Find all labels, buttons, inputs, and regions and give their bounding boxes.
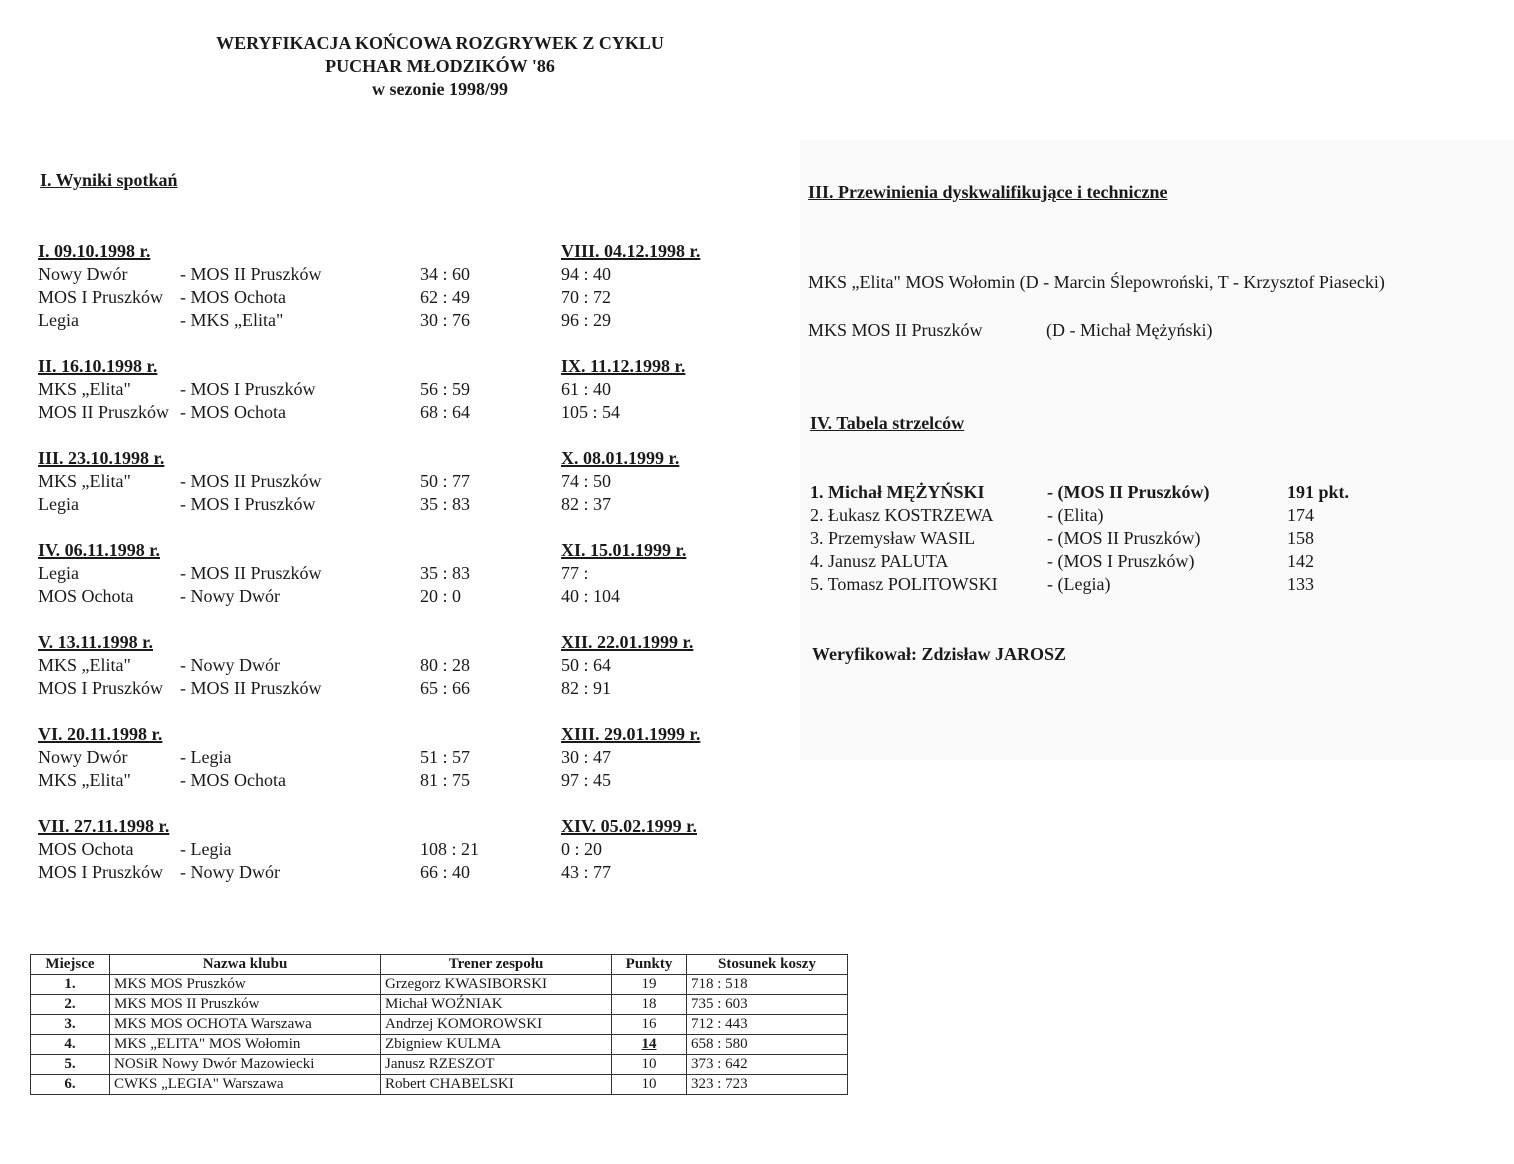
scorer-club: - (Elita) [1047, 505, 1104, 525]
scorer-name: 1. Michał MĘŻYŃSKI [810, 482, 985, 502]
match-row [38, 401, 540, 424]
round-heading: IV. 06.11.1998 r. [38, 540, 161, 560]
round-heading: XIV. 05.02.1999 r. [561, 816, 698, 836]
table-row [31, 1015, 848, 1035]
home-team: MKS „Elita" [38, 770, 131, 790]
match-row [38, 286, 540, 309]
away-team: - MOS I Pruszków [180, 379, 316, 399]
club-cell: NOSiR Nowy Dwór Mazowiecki [110, 1055, 381, 1075]
match-score: 81 : 75 [420, 770, 471, 790]
ratio-cell: 718 : 518 [687, 975, 848, 995]
scorer-name: 3. Przemysław WASIL [810, 528, 976, 548]
club-cell: MKS „ELITA" MOS Wołomin [110, 1035, 381, 1055]
doc-title-line2: PUCHAR MŁODZIKÓW '86 [325, 56, 555, 76]
scorer-points: 174 [1287, 505, 1314, 525]
col-header-ratio: Stosunek koszy [687, 955, 848, 975]
scorer-points: 133 [1287, 574, 1314, 594]
match-score: 94 : 40 [561, 264, 612, 284]
match-row [38, 378, 540, 401]
round-block [561, 723, 700, 792]
home-team: Nowy Dwór [38, 747, 128, 767]
match-score: 82 : 91 [561, 678, 612, 698]
place-cell: 6. [31, 1075, 110, 1095]
home-team: MKS „Elita" [38, 379, 131, 399]
points-cell: 14 [612, 1035, 687, 1055]
match-row [38, 838, 540, 861]
ratio-cell: 712 : 443 [687, 1015, 848, 1035]
scorer-name: 4. Janusz PALUTA [810, 551, 949, 571]
scorer-row [810, 504, 1349, 527]
violation-item-note: (D - Michał Mężyński) [1046, 320, 1213, 340]
round-heading: X. 08.01.1999 r. [561, 448, 680, 468]
round-block [38, 539, 540, 608]
away-team: - MOS I Pruszków [180, 494, 316, 514]
match-score: 68 : 64 [420, 402, 471, 422]
match-row [38, 493, 540, 516]
home-team: MOS I Pruszków [38, 862, 164, 882]
away-team: - Legia [180, 747, 232, 767]
match-row [38, 861, 540, 884]
match-score: 65 : 66 [420, 678, 471, 698]
scorer-row [810, 481, 1349, 504]
points-cell: 19 [612, 975, 687, 995]
coach-cell: Robert CHABELSKI [381, 1075, 612, 1095]
match-score: 62 : 49 [420, 287, 471, 307]
match-score: 50 : 64 [561, 655, 612, 675]
coach-cell: Michał WOŹNIAK [381, 995, 612, 1015]
home-team: Nowy Dwór [38, 264, 128, 284]
place-cell: 1. [31, 975, 110, 995]
away-team: - MOS Ochota [180, 402, 286, 422]
match-row [38, 263, 540, 286]
ratio-cell: 373 : 642 [687, 1055, 848, 1075]
round-heading: VII. 27.11.1998 r. [38, 816, 170, 836]
coach-cell: Janusz RZESZOT [381, 1055, 612, 1075]
club-cell: MKS MOS OCHOTA Warszawa [110, 1015, 381, 1035]
match-score: 43 : 77 [561, 862, 612, 882]
home-team: Legia [38, 310, 79, 330]
match-score: 82 : 37 [561, 494, 612, 514]
place-cell: 5. [31, 1055, 110, 1075]
round-heading: VIII. 04.12.1998 r. [561, 241, 701, 261]
home-team: MKS „Elita" [38, 655, 131, 675]
violation-item: MKS „Elita" MOS Wołomin (D - Marcin Ślepowroński, T - Krzysztof Piasecki) [808, 272, 1385, 292]
match-score: 20 : 0 [420, 586, 462, 606]
match-row [38, 470, 540, 493]
scorer-name: 5. Tomasz POLITOWSKI [810, 574, 998, 594]
round-heading: VI. 20.11.1998 r. [38, 724, 163, 744]
away-team: - Nowy Dwór [180, 586, 280, 606]
home-team: MKS „Elita" [38, 471, 131, 491]
match-score: 50 : 77 [420, 471, 471, 491]
scorer-club: - (MOS I Pruszków) [1047, 551, 1195, 571]
away-team: - Legia [180, 839, 232, 859]
round-block [38, 355, 540, 424]
round-block [561, 631, 693, 700]
table-row [31, 995, 848, 1015]
away-team: - MOS II Pruszków [180, 678, 322, 698]
points-cell: 10 [612, 1075, 687, 1095]
scorer-row [810, 550, 1349, 573]
home-team: Legia [38, 563, 79, 583]
verified-by: Weryfikował: Zdzisław JAROSZ [812, 644, 1067, 664]
away-team: - MOS Ochota [180, 770, 286, 790]
scorer-row [810, 527, 1349, 550]
scorer-row [810, 573, 1349, 596]
round-block [561, 355, 685, 424]
away-team: - Nowy Dwór [180, 655, 280, 675]
scorers-title: IV. Tabela strzelców [810, 413, 965, 433]
club-cell: MKS MOS Pruszków [110, 975, 381, 995]
match-row [38, 746, 540, 769]
away-team: - MOS II Pruszków [180, 471, 322, 491]
club-cell: MKS MOS II Pruszków [110, 995, 381, 1015]
away-team: - MOS II Pruszków [180, 264, 322, 284]
round-heading: II. 16.10.1998 r. [38, 356, 158, 376]
match-score: 35 : 83 [420, 494, 471, 514]
round-block [561, 240, 700, 332]
match-score: 105 : 54 [561, 402, 621, 422]
table-row [31, 1055, 848, 1075]
match-row [38, 677, 540, 700]
scorer-points: 158 [1287, 528, 1314, 548]
match-score: 40 : 104 [561, 586, 621, 606]
scorer-points: 142 [1287, 551, 1314, 571]
standings-header-row [31, 955, 848, 975]
match-row [38, 769, 540, 792]
table-row [31, 1075, 848, 1095]
round-heading: III. 23.10.1998 r. [38, 448, 165, 468]
away-team: - MKS „Elita" [180, 310, 284, 330]
col-header-place: Miejsce [31, 955, 110, 975]
match-score: 35 : 83 [420, 563, 471, 583]
home-team: MOS I Pruszków [38, 287, 164, 307]
match-score: 80 : 28 [420, 655, 471, 675]
away-team: - MOS II Pruszków [180, 563, 322, 583]
round-block [38, 815, 540, 884]
match-score: 70 : 72 [561, 287, 612, 307]
ratio-cell: 658 : 580 [687, 1035, 848, 1055]
scorer-name: 2. Łukasz KOSTRZEWA [810, 505, 994, 525]
doc-title-line3: w sezonie 1998/99 [372, 79, 508, 99]
ratio-cell: 323 : 723 [687, 1075, 848, 1095]
place-cell: 2. [31, 995, 110, 1015]
round-block [561, 447, 679, 516]
away-team: - MOS Ochota [180, 287, 286, 307]
scorers-list [810, 481, 1349, 596]
match-score: 96 : 29 [561, 310, 612, 330]
match-row [38, 585, 540, 608]
round-heading: XIII. 29.01.1999 r. [561, 724, 701, 744]
round-block [38, 447, 540, 516]
club-cell: CWKS „LEGIA" Warszawa [110, 1075, 381, 1095]
bleed-through-shade [800, 140, 1514, 760]
round-heading: XI. 15.01.1999 r. [561, 540, 687, 560]
home-team: MOS II Pruszków [38, 402, 170, 422]
match-score: 108 : 21 [420, 839, 480, 859]
points-cell: 10 [612, 1055, 687, 1075]
round-block [38, 723, 540, 792]
points-cell: 18 [612, 995, 687, 1015]
results-section-title: I. Wyniki spotkań [40, 170, 178, 190]
points-cell: 16 [612, 1015, 687, 1035]
match-row [38, 309, 540, 332]
match-score: 97 : 45 [561, 770, 612, 790]
violation-item-team: MKS MOS II Pruszków [808, 320, 983, 340]
away-team: - Nowy Dwór [180, 862, 280, 882]
col-header-coach: Trener zespołu [381, 955, 612, 975]
match-score: 0 : 20 [561, 839, 603, 859]
match-score: 66 : 40 [420, 862, 471, 882]
place-cell: 4. [31, 1035, 110, 1055]
home-team: MOS I Pruszków [38, 678, 164, 698]
home-team: MOS Ochota [38, 839, 134, 859]
round-block [561, 539, 686, 608]
place-cell: 3. [31, 1015, 110, 1035]
table-row [31, 975, 848, 995]
coach-cell: Andrzej KOMOROWSKI [381, 1015, 612, 1035]
col-header-club: Nazwa klubu [110, 955, 381, 975]
violations-title: III. Przewinienia dyskwalifikujące i techniczne [808, 182, 1168, 202]
scorer-club: - (MOS II Pruszków) [1047, 528, 1201, 548]
match-row [38, 562, 540, 585]
standings-table [30, 954, 848, 1095]
match-score: 51 : 57 [420, 747, 471, 767]
round-block [38, 631, 540, 700]
match-score: 34 : 60 [420, 264, 471, 284]
match-score: 30 : 76 [420, 310, 471, 330]
scorer-points: 191 pkt. [1287, 482, 1350, 502]
scorer-club: - (MOS II Pruszków) [1047, 482, 1210, 502]
round-block [561, 815, 697, 884]
home-team: Legia [38, 494, 79, 514]
round-heading: XII. 22.01.1999 r. [561, 632, 694, 652]
match-row [38, 654, 540, 677]
match-score: 56 : 59 [420, 379, 471, 399]
match-score: 61 : 40 [561, 379, 612, 399]
match-score: 77 : [561, 563, 589, 583]
ratio-cell: 735 : 603 [687, 995, 848, 1015]
round-block [38, 240, 540, 332]
match-score: 30 : 47 [561, 747, 612, 767]
table-row [31, 1035, 848, 1055]
round-heading: IX. 11.12.1998 r. [561, 356, 686, 376]
scorer-club: - (Legia) [1047, 574, 1111, 594]
match-score: 74 : 50 [561, 471, 612, 491]
round-heading: V. 13.11.1998 r. [38, 632, 154, 652]
round-heading: I. 09.10.1998 r. [38, 241, 151, 261]
coach-cell: Grzegorz KWASIBORSKI [381, 975, 612, 995]
col-header-points: Punkty [612, 955, 687, 975]
doc-title-line1: WERYFIKACJA KOŃCOWA ROZGRYWEK Z CYKLU [216, 33, 664, 53]
coach-cell: Zbigniew KULMA [381, 1035, 612, 1055]
home-team: MOS Ochota [38, 586, 134, 606]
